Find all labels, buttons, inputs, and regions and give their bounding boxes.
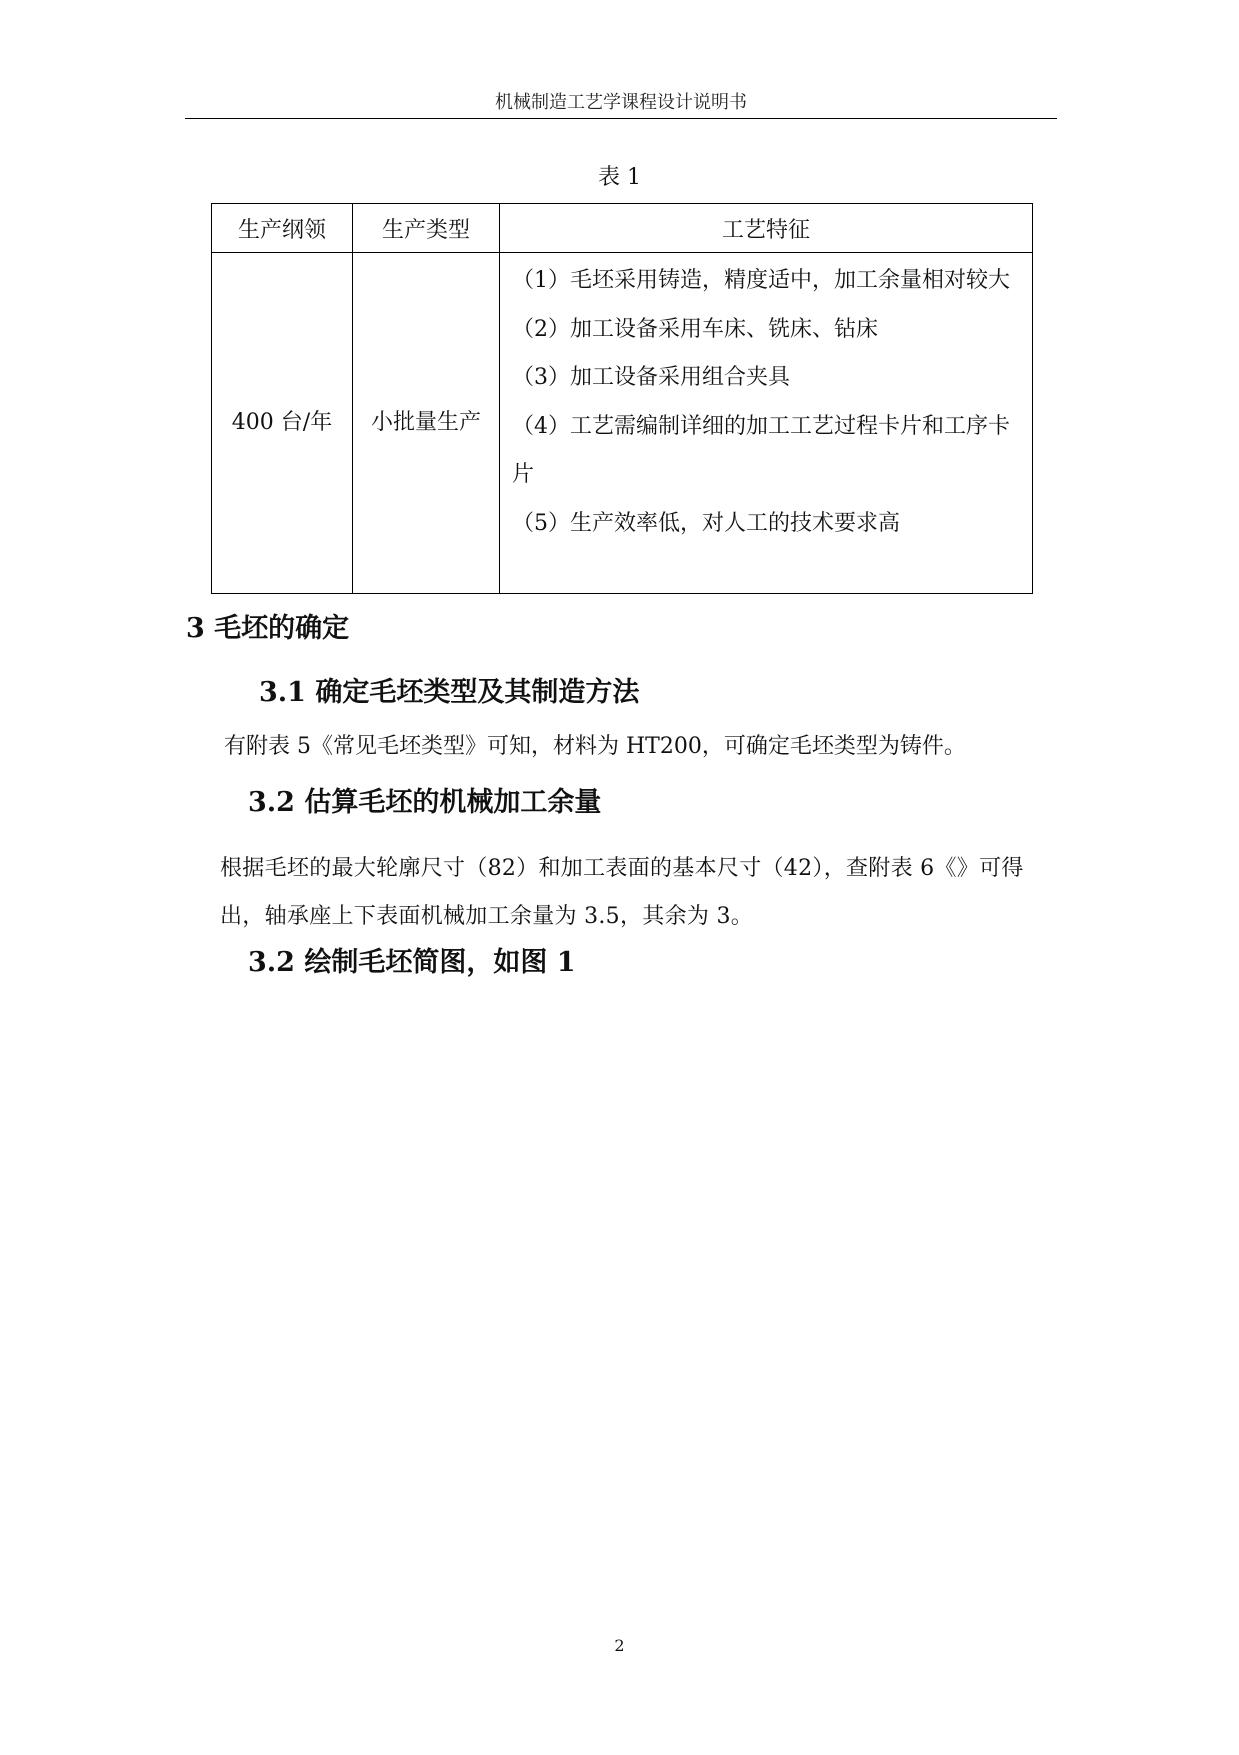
header-cell-type: 生产类型 [353,204,500,253]
feature-item: （4）工艺需编制详细的加工工艺过程卡片和工序卡片 [512,413,1010,487]
feature-item: （2）加工设备采用车床、铣床、钻床 [512,316,878,342]
page-number: 2 [614,1636,625,1655]
header-rule [185,118,1057,119]
table-header-row [212,204,1033,253]
cell-features [500,253,1033,594]
production-characteristics-table [211,203,1033,594]
paragraph: 根据毛坯的最大轮廓尺寸（82）和加工表面的基本尺寸（42），查附表 6《》可得出，轴承座上下表面机械加工余量为 3.5，其余为 3。 [220,856,1024,929]
subsection-heading: 3.2 估算毛坯的机械加工余量 [248,787,602,818]
header-cell-features: 工艺特征 [500,204,1033,253]
feature-item: （3）加工设备采用组合夹具 [512,365,790,390]
section-heading: 3 毛坯的确定 [186,613,350,644]
feature-item: （1）毛坯采用铸造，精度适中，加工余量相对较大 [512,268,1010,293]
cell-type: 小批量生产 [353,253,500,594]
table-row [212,253,1033,594]
paragraph: 有附表 5《常见毛坯类型》可知，材料为 HT200，可确定毛坯类型为铸件。 [224,734,966,759]
table-caption: 表 1 [598,165,641,190]
page-header-title: 机械制造工艺学课程设计说明书 [495,92,747,113]
cell-program: 400 台/年 [212,253,353,594]
header-cell-program: 生产纲领 [212,204,353,253]
feature-item: （5）生产效率低，对人工的技术要求高 [512,510,900,536]
subsection-heading: 3.1 确定毛坯类型及其制造方法 [259,677,640,708]
subsection-heading: 3.2 绘制毛坯简图，如图 1 [248,947,576,978]
